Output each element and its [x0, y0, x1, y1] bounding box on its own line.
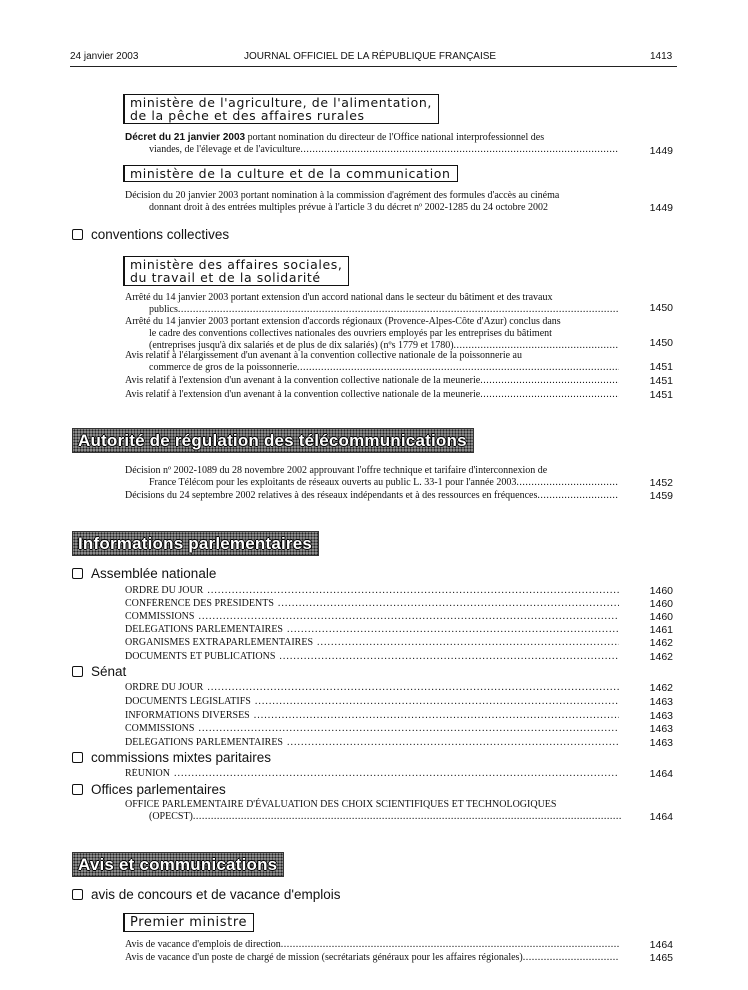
entry-continuation: commerce de gros de la poissonnerie ..... — [125, 362, 619, 374]
category-conventions[interactable] — [72, 227, 229, 242]
toc-row[interactable] — [125, 651, 619, 662]
entry-avis-meunerie-1[interactable] — [125, 375, 619, 387]
entry-continuation: (entreprises jusqu'à dix salariés et de plus de dix salariés) (nºs 1779 et 1780) ..... — [125, 340, 619, 352]
toc-label: ORDRE DU JOUR — [125, 682, 204, 693]
ministry-name-line1: ministère des affaires sociales, — [130, 257, 343, 272]
entry-page-number: 1463 — [649, 710, 673, 722]
entry-line1: Avis relatif à l'extension d'un avenant à la convention collective nationale de la meunerie ..... — [125, 389, 619, 401]
entry-page-number: 1465 — [649, 952, 673, 964]
entry-page-number: 1460 — [649, 598, 673, 610]
ministry-box-premier-ministre: Premier ministre — [123, 913, 254, 932]
entry-avis-poissonnerie[interactable] — [125, 350, 619, 374]
category-avis-concours[interactable] — [72, 887, 340, 902]
toc-label: ORGANISMES EXTRAPARLEMENTAIRES — [125, 637, 314, 648]
toc-row[interactable] — [125, 768, 619, 779]
entry-line1: Avis de vacance d'emplois de direction ..... — [125, 939, 619, 951]
toc-label: COMMISSIONS — [125, 723, 195, 734]
entry-avis-meunerie-2[interactable] — [125, 389, 619, 401]
category-title: conventions collectives — [91, 227, 230, 242]
entry-page-number: 1464 — [649, 811, 673, 823]
entry-page-number: 1463 — [649, 737, 673, 749]
entry-continuation: publics ..... — [125, 304, 619, 316]
header-date: 24 janvier 2003 — [70, 51, 139, 62]
entry-page-number: 1451 — [649, 375, 673, 387]
category-senat[interactable] — [72, 664, 126, 679]
toc-row[interactable] — [125, 585, 619, 596]
journal-title: JOURNAL OFFICIEL DE LA RÉPUBLIQUE FRANÇAISE — [244, 51, 497, 62]
entry-continuation: France Télécom pour les exploitants de réseaux ouverts au public L. 33-1 pour l'année 2003 ..... — [125, 477, 619, 489]
checkbox-icon — [72, 889, 83, 900]
entry-opecst[interactable] — [125, 799, 621, 823]
entry-continuation: (OPECST) ..... — [125, 811, 621, 823]
section-banner-avis: Avis et communications — [72, 852, 284, 877]
entry-page-number: 1462 — [649, 651, 673, 663]
entry-agriculture-decret[interactable] — [125, 132, 619, 156]
entry-line1: Avis relatif à l'extension d'un avenant à la convention collective nationale de la meunerie ..... — [125, 375, 619, 387]
entry-page-number: 1462 — [649, 637, 673, 649]
entry-bold-title: Décret du 21 janvier 2003 — [125, 132, 246, 143]
checkbox-icon — [72, 666, 83, 677]
toc-label: DOCUMENTS ET PUBLICATIONS — [125, 651, 276, 662]
toc-row[interactable] — [125, 611, 619, 622]
entry-line1: OFFICE PARLEMENTAIRE D'ÉVALUATION DES CHOIX SCIENTIFIQUES ET TECHNOLOGIQUES — [125, 799, 557, 810]
checkbox-icon — [72, 752, 83, 763]
toc-row[interactable] — [125, 737, 619, 748]
toc-label: DÉLÉGATIONS PARLEMENTAIRES — [125, 737, 283, 748]
ministry-name-line2: du travail et de la solidarité — [130, 270, 321, 285]
category-offices[interactable] — [72, 782, 226, 797]
ministry-name-line1: ministère de l'agriculture, de l'alimentation, — [130, 95, 432, 110]
category-title: commissions mixtes paritaires — [91, 750, 272, 765]
section-banner-telecom: Autorité de régulation des télécommunications — [72, 428, 474, 453]
category-title: Offices parlementaires — [91, 782, 226, 797]
entry-continuation: viandes, de l'élevage et de l'aviculture ..... — [125, 144, 619, 156]
category-title: Assemblée nationale — [91, 566, 217, 581]
entry-line1: Arrêté du 14 janvier 2003 portant extension d'accords régionaux (Provence-Alpes-Côte d'Azur) conclus dans — [125, 316, 561, 327]
ministry-box-agriculture — [123, 94, 439, 124]
entry-page-number: 1462 — [649, 682, 673, 694]
entry-line2: le cadre des conventions collectives nationales des ouvriers employés par les entreprises du bâtiment — [149, 328, 552, 339]
entry-page-number: 1459 — [649, 490, 673, 502]
entry-page-number: 1450 — [649, 337, 673, 349]
checkbox-icon — [72, 784, 83, 795]
entry-page-number: 1461 — [649, 624, 673, 636]
toc-row[interactable] — [125, 624, 619, 635]
entry-decision-telecom-1[interactable] — [125, 465, 619, 489]
checkbox-icon — [72, 568, 83, 579]
entry-avis-vacance-2[interactable] — [125, 952, 619, 964]
entry-page-number: 1463 — [649, 723, 673, 735]
entry-page-number: 1451 — [649, 389, 673, 401]
entry-page-number: 1460 — [649, 611, 673, 623]
entry-line1: Décisions du 24 septembre 2002 relatives à des réseaux indépendants et à des ressources en fréquences ..... — [125, 490, 619, 502]
toc-row[interactable] — [125, 723, 619, 734]
entry-line1: Arrêté du 14 janvier 2003 portant extension d'un accord national dans le secteur du bâtiment et des travaux — [125, 292, 553, 303]
entry-arrete-2[interactable] — [125, 316, 619, 352]
page-number: 1413 — [650, 51, 673, 62]
category-title: Sénat — [91, 664, 127, 679]
ministry-name-line2: de la pêche et des affaires rurales — [130, 108, 365, 123]
toc-row[interactable] — [125, 710, 619, 721]
entry-page-number: 1449 — [649, 202, 673, 214]
entry-page-number: 1450 — [649, 302, 673, 314]
section-banner-parlementaires: Informations parlementaires — [72, 531, 319, 556]
toc-label: ORDRE DU JOUR — [125, 585, 204, 596]
toc-label: RÉUNION — [125, 768, 170, 779]
toc-row[interactable] — [125, 696, 619, 707]
entry-avis-vacance-1[interactable] — [125, 939, 619, 951]
toc-label: INFORMATIONS DIVERSES — [125, 710, 250, 721]
entry-page-number: 1464 — [649, 768, 673, 780]
entry-page-number: 1452 — [649, 477, 673, 489]
toc-label: DOCUMENTS LÉGISLATIFS — [125, 696, 251, 707]
entry-page-number: 1464 — [649, 939, 673, 951]
entry-line1: Avis de vacance d'un poste de chargé de mission (secrétariats généraux pour les affaires régionales) ..... — [125, 952, 619, 964]
entry-arrete-1[interactable] — [125, 292, 619, 316]
toc-row[interactable] — [125, 637, 619, 648]
checkbox-icon — [72, 229, 83, 240]
entry-text: portant nomination du directeur de l'Office national interprofessionnel des — [245, 132, 545, 143]
ministry-box-affaires-sociales — [123, 256, 349, 286]
toc-label: DÉLÉGATIONS PARLEMENTAIRES — [125, 624, 283, 635]
ministry-box-culture: ministère de la culture et de la communication — [123, 165, 458, 182]
entry-line1: Décision du 20 janvier 2003 portant nomination à la commission d'agrément des formules d'accès au cinéma — [125, 190, 560, 201]
entry-page-number: 1449 — [649, 145, 673, 157]
toc-label: COMMISSIONS — [125, 611, 195, 622]
category-cmp[interactable] — [72, 750, 271, 765]
entry-decision-telecom-2[interactable] — [125, 490, 619, 502]
entry-line1: Décision nº 2002-1089 du 28 novembre 2002 approuvant l'offre technique et tarifaire d'interconnexion de — [125, 465, 548, 476]
entry-page-number: 1463 — [649, 696, 673, 708]
entry-line1: Avis relatif à l'élargissement d'un avenant à la convention collective nationale de la poissonnerie au — [125, 350, 522, 361]
entry-page-number: 1460 — [649, 585, 673, 597]
entry-page-number: 1451 — [649, 361, 673, 373]
category-title: avis de concours et de vacance d'emplois — [91, 887, 341, 902]
entry-line2: donnant droit à des entrées multiples prévue à l'article 3 du décret nº 2002-1285 du 24 octobre 2002 — [149, 202, 548, 213]
toc-row[interactable] — [125, 682, 619, 693]
entry-culture-decision[interactable] — [125, 190, 619, 214]
toc-label: CONFÉRENCE DES PRÉSIDENTS — [125, 598, 274, 609]
toc-row[interactable] — [125, 598, 619, 609]
category-assemblee[interactable] — [72, 566, 216, 581]
header-rule — [70, 66, 677, 67]
